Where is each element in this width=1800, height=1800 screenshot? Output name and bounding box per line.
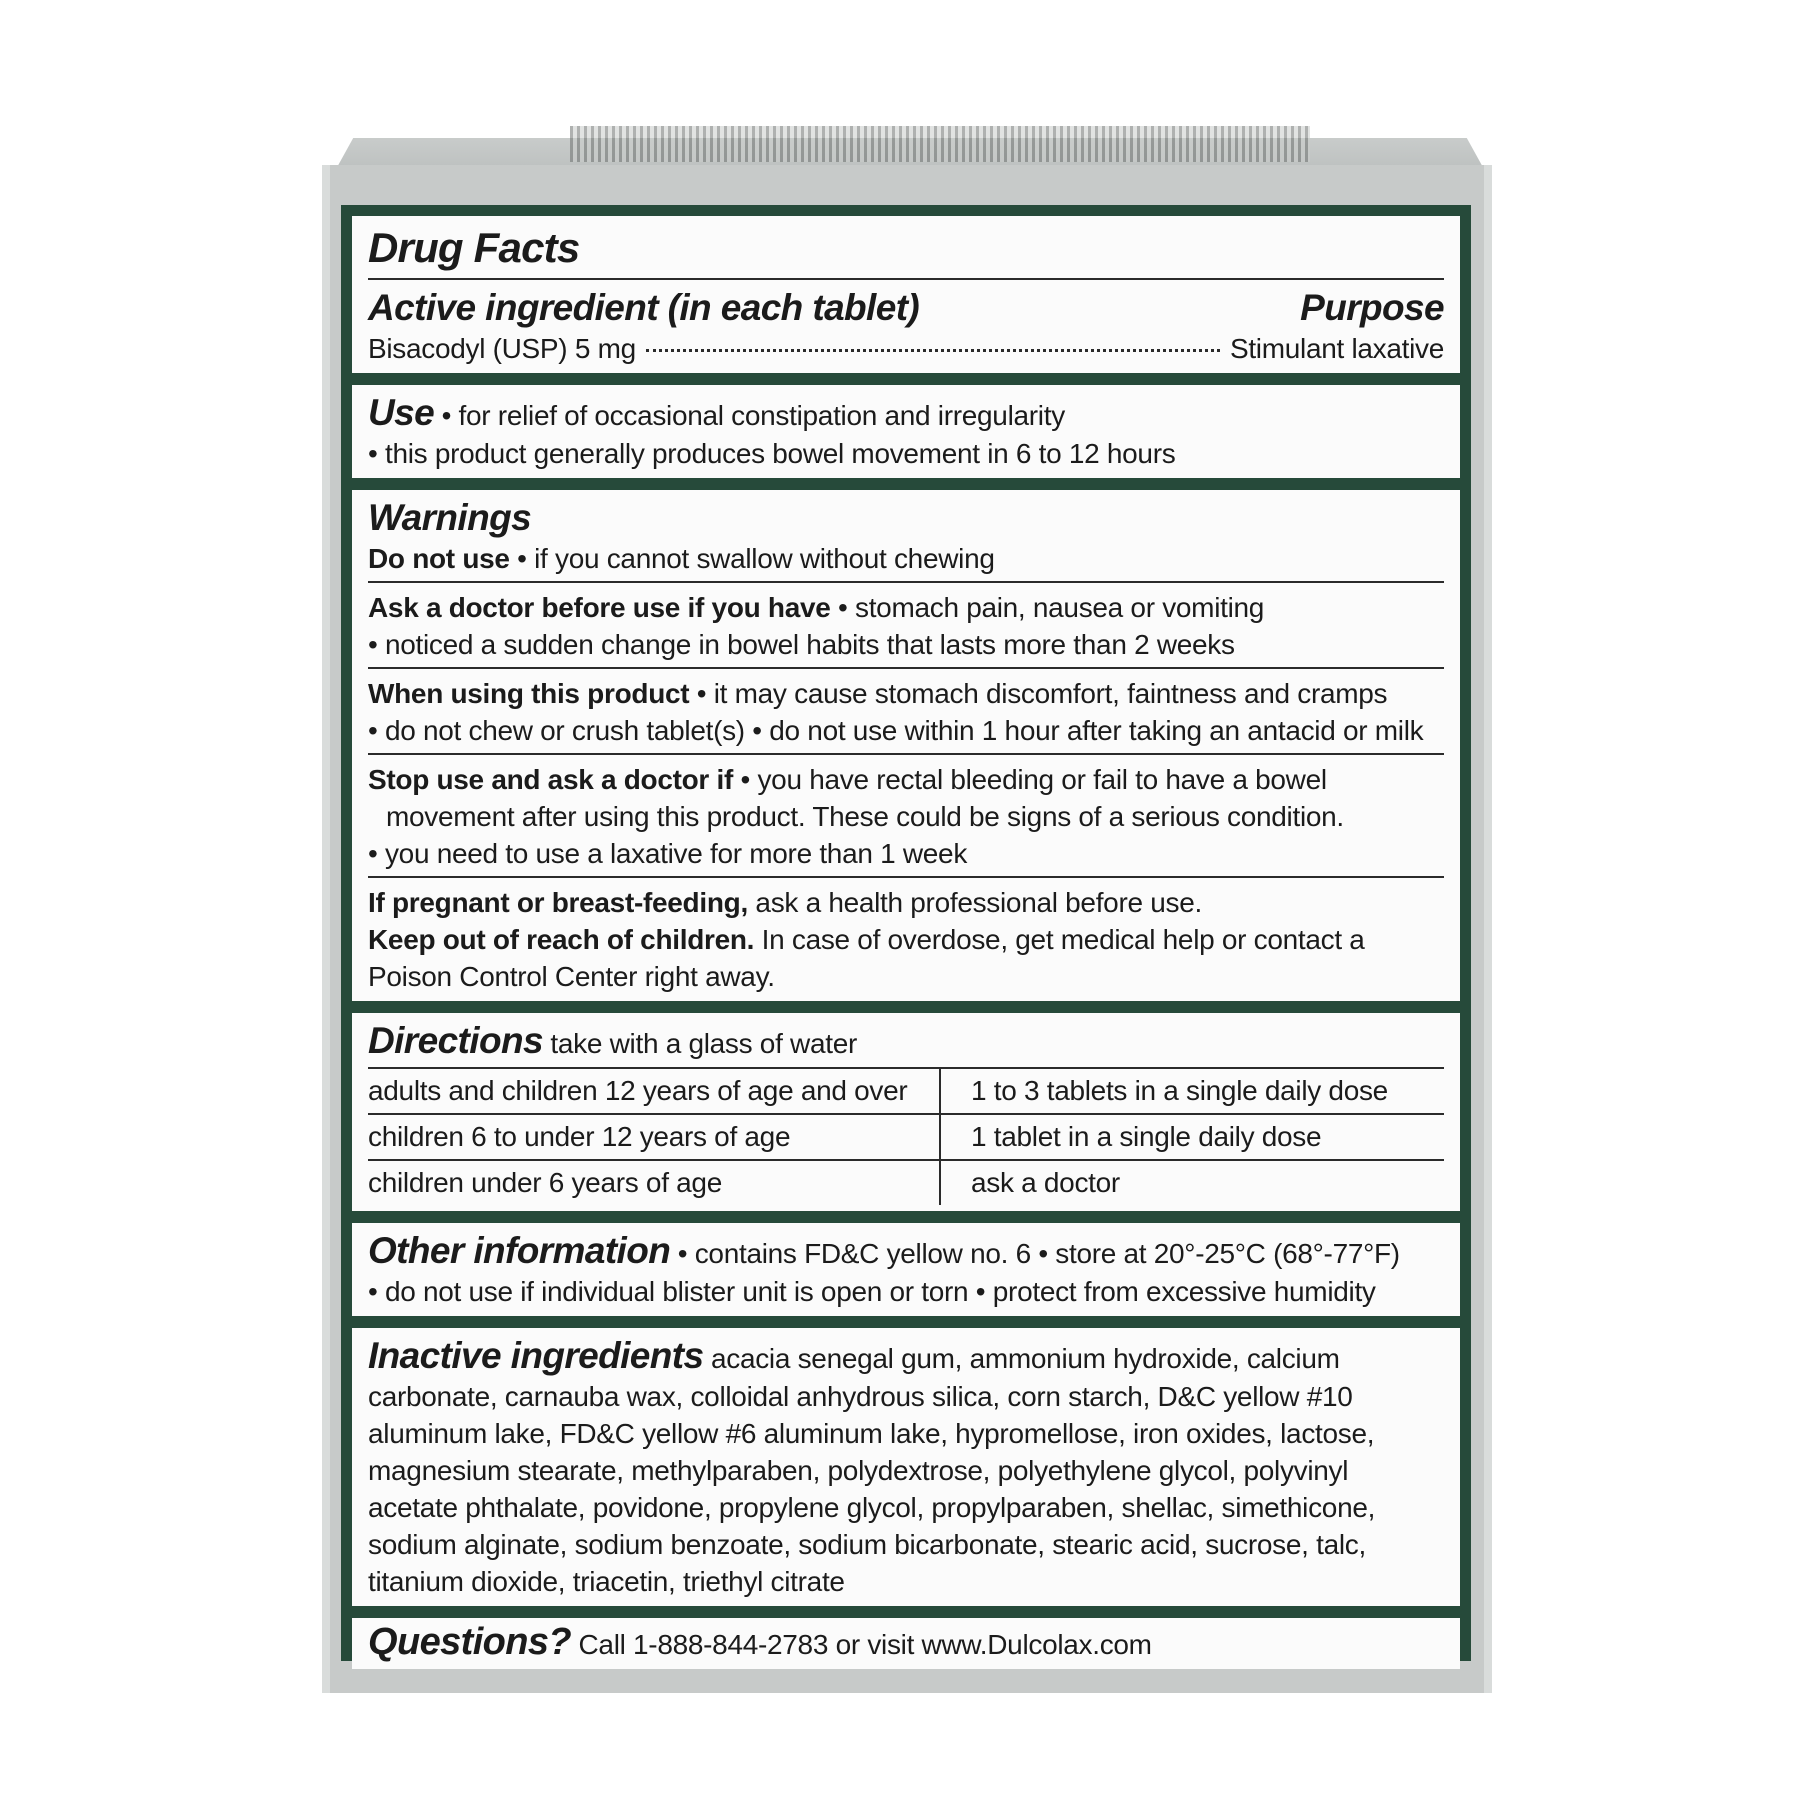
dose-cell: ask a doctor <box>940 1160 1444 1205</box>
active-ingredient-heading: Active ingredient (in each tablet) <box>368 287 920 328</box>
purpose-heading: Purpose <box>1300 287 1444 328</box>
ingredient-purpose: Stimulant laxative <box>1229 333 1444 364</box>
do-not-use-label: Do not use <box>368 543 510 574</box>
warnings-section <box>352 490 1460 1001</box>
keep-out-label: Keep out of reach of children. <box>368 924 755 955</box>
box-top-artwork <box>570 126 1310 162</box>
other-information-heading: Other information <box>368 1230 671 1271</box>
warnings-heading: Warnings <box>368 497 532 538</box>
use-line-1: • for relief of occasional constipation and irregularity <box>441 400 1065 431</box>
age-group-cell: children 6 to under 12 years of age <box>368 1114 940 1160</box>
dot-leader <box>646 349 1220 352</box>
table-row <box>368 1160 1444 1205</box>
ingredient-name: Bisacodyl (USP) 5 mg <box>368 333 636 364</box>
table-row <box>368 1068 1444 1114</box>
stop-use-text-2: movement after using this product. These could be signs of a serious condition. <box>386 801 1344 832</box>
when-using-text-2: • do not chew or crush tablet(s) • do not use within 1 hour after taking an antacid or milk <box>368 715 1424 746</box>
pregnant-text: ask a health professional before use. <box>747 887 1202 918</box>
ingredient-row <box>368 330 1444 367</box>
questions-section <box>352 1618 1460 1669</box>
divider <box>368 753 1444 755</box>
stop-use-text-3: • you need to use a laxative for more than 1 week <box>368 838 968 869</box>
active-heading-row <box>368 286 1444 330</box>
when-using-text-1: • it may cause stomach discomfort, faintness and cramps <box>689 678 1388 709</box>
active-ingredient-section <box>352 216 1460 373</box>
pregnant-label: If pregnant or breast-feeding, <box>368 887 748 918</box>
ask-doctor-text-2: • noticed a sudden change in bowel habits that lasts more than 2 weeks <box>368 629 1235 660</box>
use-line-2: • this product generally produces bowel movement in 6 to 12 hours <box>368 438 1176 469</box>
ask-doctor-label: Ask a doctor before use if you have <box>368 592 831 623</box>
other-information-section <box>352 1223 1460 1316</box>
drug-facts-panel <box>341 205 1471 1661</box>
directions-section <box>352 1013 1460 1211</box>
table-row <box>368 1114 1444 1160</box>
directions-table <box>368 1067 1444 1205</box>
other-line-1: • contains FD&C yellow no. 6 • store at 20°-25°C (68°-77°F) <box>677 1238 1400 1269</box>
divider <box>368 876 1444 878</box>
other-line-2: • do not use if individual blister unit is open or torn • protect from excessive humidity <box>368 1276 1376 1307</box>
divider <box>368 581 1444 583</box>
dose-cell: 1 tablet in a single daily dose <box>940 1114 1444 1160</box>
directions-intro: take with a glass of water <box>550 1028 857 1059</box>
questions-text: Call 1-888-844-2783 or visit www.Dulcolax.com <box>578 1629 1152 1660</box>
questions-heading: Questions? <box>368 1621 572 1663</box>
stop-use-label: Stop use and ask a doctor if <box>368 764 734 795</box>
age-group-cell: adults and children 12 years of age and over <box>368 1068 940 1114</box>
use-section <box>352 385 1460 478</box>
divider <box>368 278 1444 280</box>
stop-use-text-1: • you have rectal bleeding or fail to have a bowel <box>733 764 1327 795</box>
divider <box>368 667 1444 669</box>
keep-out-text: In case of overdose, get medical help or contact a Poison Control Center right away. <box>368 924 1365 992</box>
do-not-use-text: • if you cannot swallow without chewing <box>509 543 995 574</box>
when-using-label: When using this product <box>368 678 690 709</box>
inactive-ingredients-text: acacia senegal gum, ammonium hydroxide, calcium carbonate, carnauba wax, colloidal anhydrous silica, corn starch, D&C yellow #10 aluminum lake, FD&C yellow #6 aluminum lake, hypromellose, iron oxides, lactose, magnesium stearate, methylparaben, polydextrose, polyethylene glycol, polyvinyl acetate phthalate, povidone, propylene glycol, propylparaben, shellac, simethicone, sodium alginate, sodium benzoate, sodium bicarbonate, stearic acid, sucrose, talc, titanium dioxide, triacetin, triethyl citrate <box>368 1343 1376 1597</box>
directions-heading: Directions <box>368 1020 543 1061</box>
ask-doctor-text-1: • stomach pain, nausea or vomiting <box>830 592 1265 623</box>
inactive-ingredients-section <box>352 1328 1460 1606</box>
inactive-ingredients-heading: Inactive ingredients <box>368 1335 704 1376</box>
drug-facts-title: Drug Facts <box>368 224 580 271</box>
use-heading: Use <box>368 392 435 433</box>
dose-cell: 1 to 3 tablets in a single daily dose <box>940 1068 1444 1114</box>
age-group-cell: children under 6 years of age <box>368 1160 940 1205</box>
